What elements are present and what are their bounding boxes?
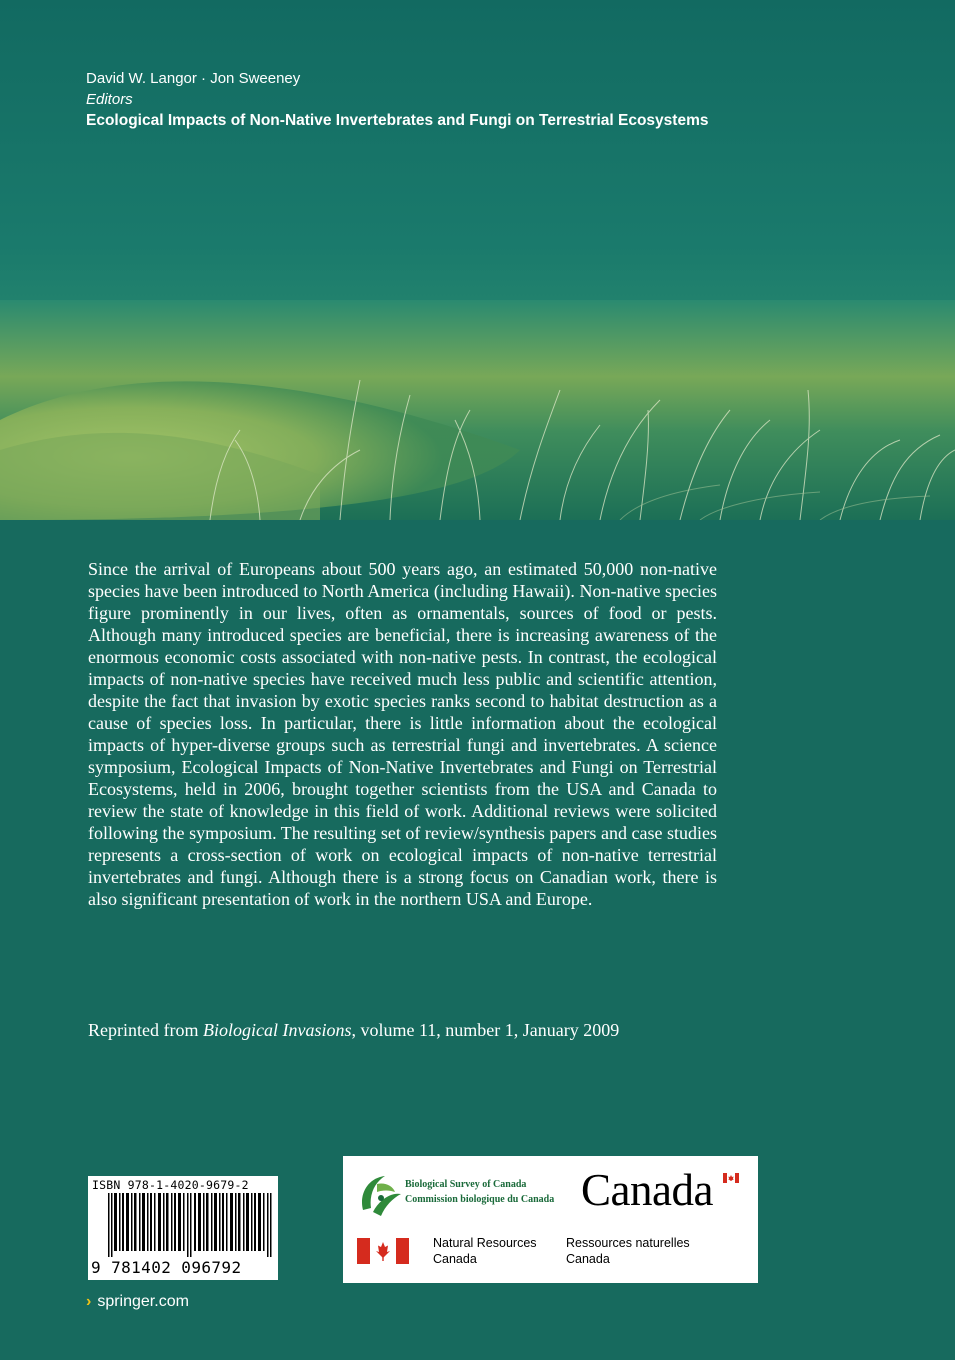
- nrc-name-fr-line1: Ressources naturelles: [566, 1236, 690, 1250]
- isbn-text: ISBN 978-1-4020-9679-2: [92, 1178, 249, 1192]
- grass-photo-band: [0, 300, 955, 520]
- editors-names: David W. Langor · Jon Sweeney: [86, 70, 301, 87]
- isbn-barcode: [88, 1176, 278, 1280]
- reprint-note: [88, 1019, 619, 1041]
- publisher-url[interactable]: [86, 1293, 189, 1311]
- cover-header: [86, 68, 708, 132]
- nrc-name-en-line1: Natural Resources: [433, 1236, 537, 1250]
- reprint-journal: Biological Invasions: [202, 1020, 352, 1040]
- isbn-number: 9 781402 096792: [91, 1258, 242, 1277]
- reprint-prefix: Reprinted from: [88, 1020, 203, 1040]
- reprint-suffix: , volume 11, number 1, January 2009: [351, 1020, 620, 1040]
- editors-label: Editors: [86, 91, 133, 108]
- book-title: Ecological Impacts of Non-Native Invertebrates and Fungi on Terrestrial Ecosystems: [86, 112, 709, 129]
- sponsor-logos: [343, 1156, 758, 1283]
- nrc-name-en-line2: Canada: [433, 1252, 477, 1266]
- publisher-url-text: springer.com: [97, 1293, 189, 1310]
- bsc-name-en: Biological Survey of Canada: [405, 1179, 527, 1190]
- bsc-name-fr: Commission biologique du Canada: [405, 1194, 555, 1205]
- canada-wordmark: Canada: [581, 1165, 713, 1215]
- chevron-right-icon: ›: [86, 1293, 92, 1310]
- biological-survey-logo-icon: [355, 1170, 405, 1220]
- barcode-bars: [108, 1193, 274, 1257]
- canada-flag-icon: [723, 1173, 739, 1183]
- book-description: Since the arrival of Europeans about 500 years ago, an estimated 50,000 non-native species have been introduced to North America (including Hawaii). Non-native species figure prominently in our lives, often as ornamentals, sources of food or pests. Although many introduced species are beneficial, there is increasing awareness of the enormous economic costs associated with non-native pests. In contrast, the ecological impacts of non-native species have received much less public and scientific attention, despite the fact that invasion by exotic species ranks second to habitat destruction as a cause of species loss. In particular, there is little information about the ecological impacts of hyper-diverse groups such as terrestrial fungi and invertebrates. A science symposium, Ecological Impacts of Non-Native Invertebrates and Fungi on Terrestrial Ecosystems, held in 2006, brought together scientists from the USA and Canada to review the state of knowledge in this field of work. Additional reviews were solicited following the symposium. The resulting set of review/synthesis papers and case studies represents a cross-section of work on ecological impacts of non-native terrestrial invertebrates and fungi. Although there is a strong focus on Canadian work, there is also significant presentation of work in the northern USA and Europe.: [88, 559, 717, 909]
- nrc-name-fr-line2: Canada: [566, 1252, 610, 1266]
- canada-flag-icon: [357, 1238, 409, 1264]
